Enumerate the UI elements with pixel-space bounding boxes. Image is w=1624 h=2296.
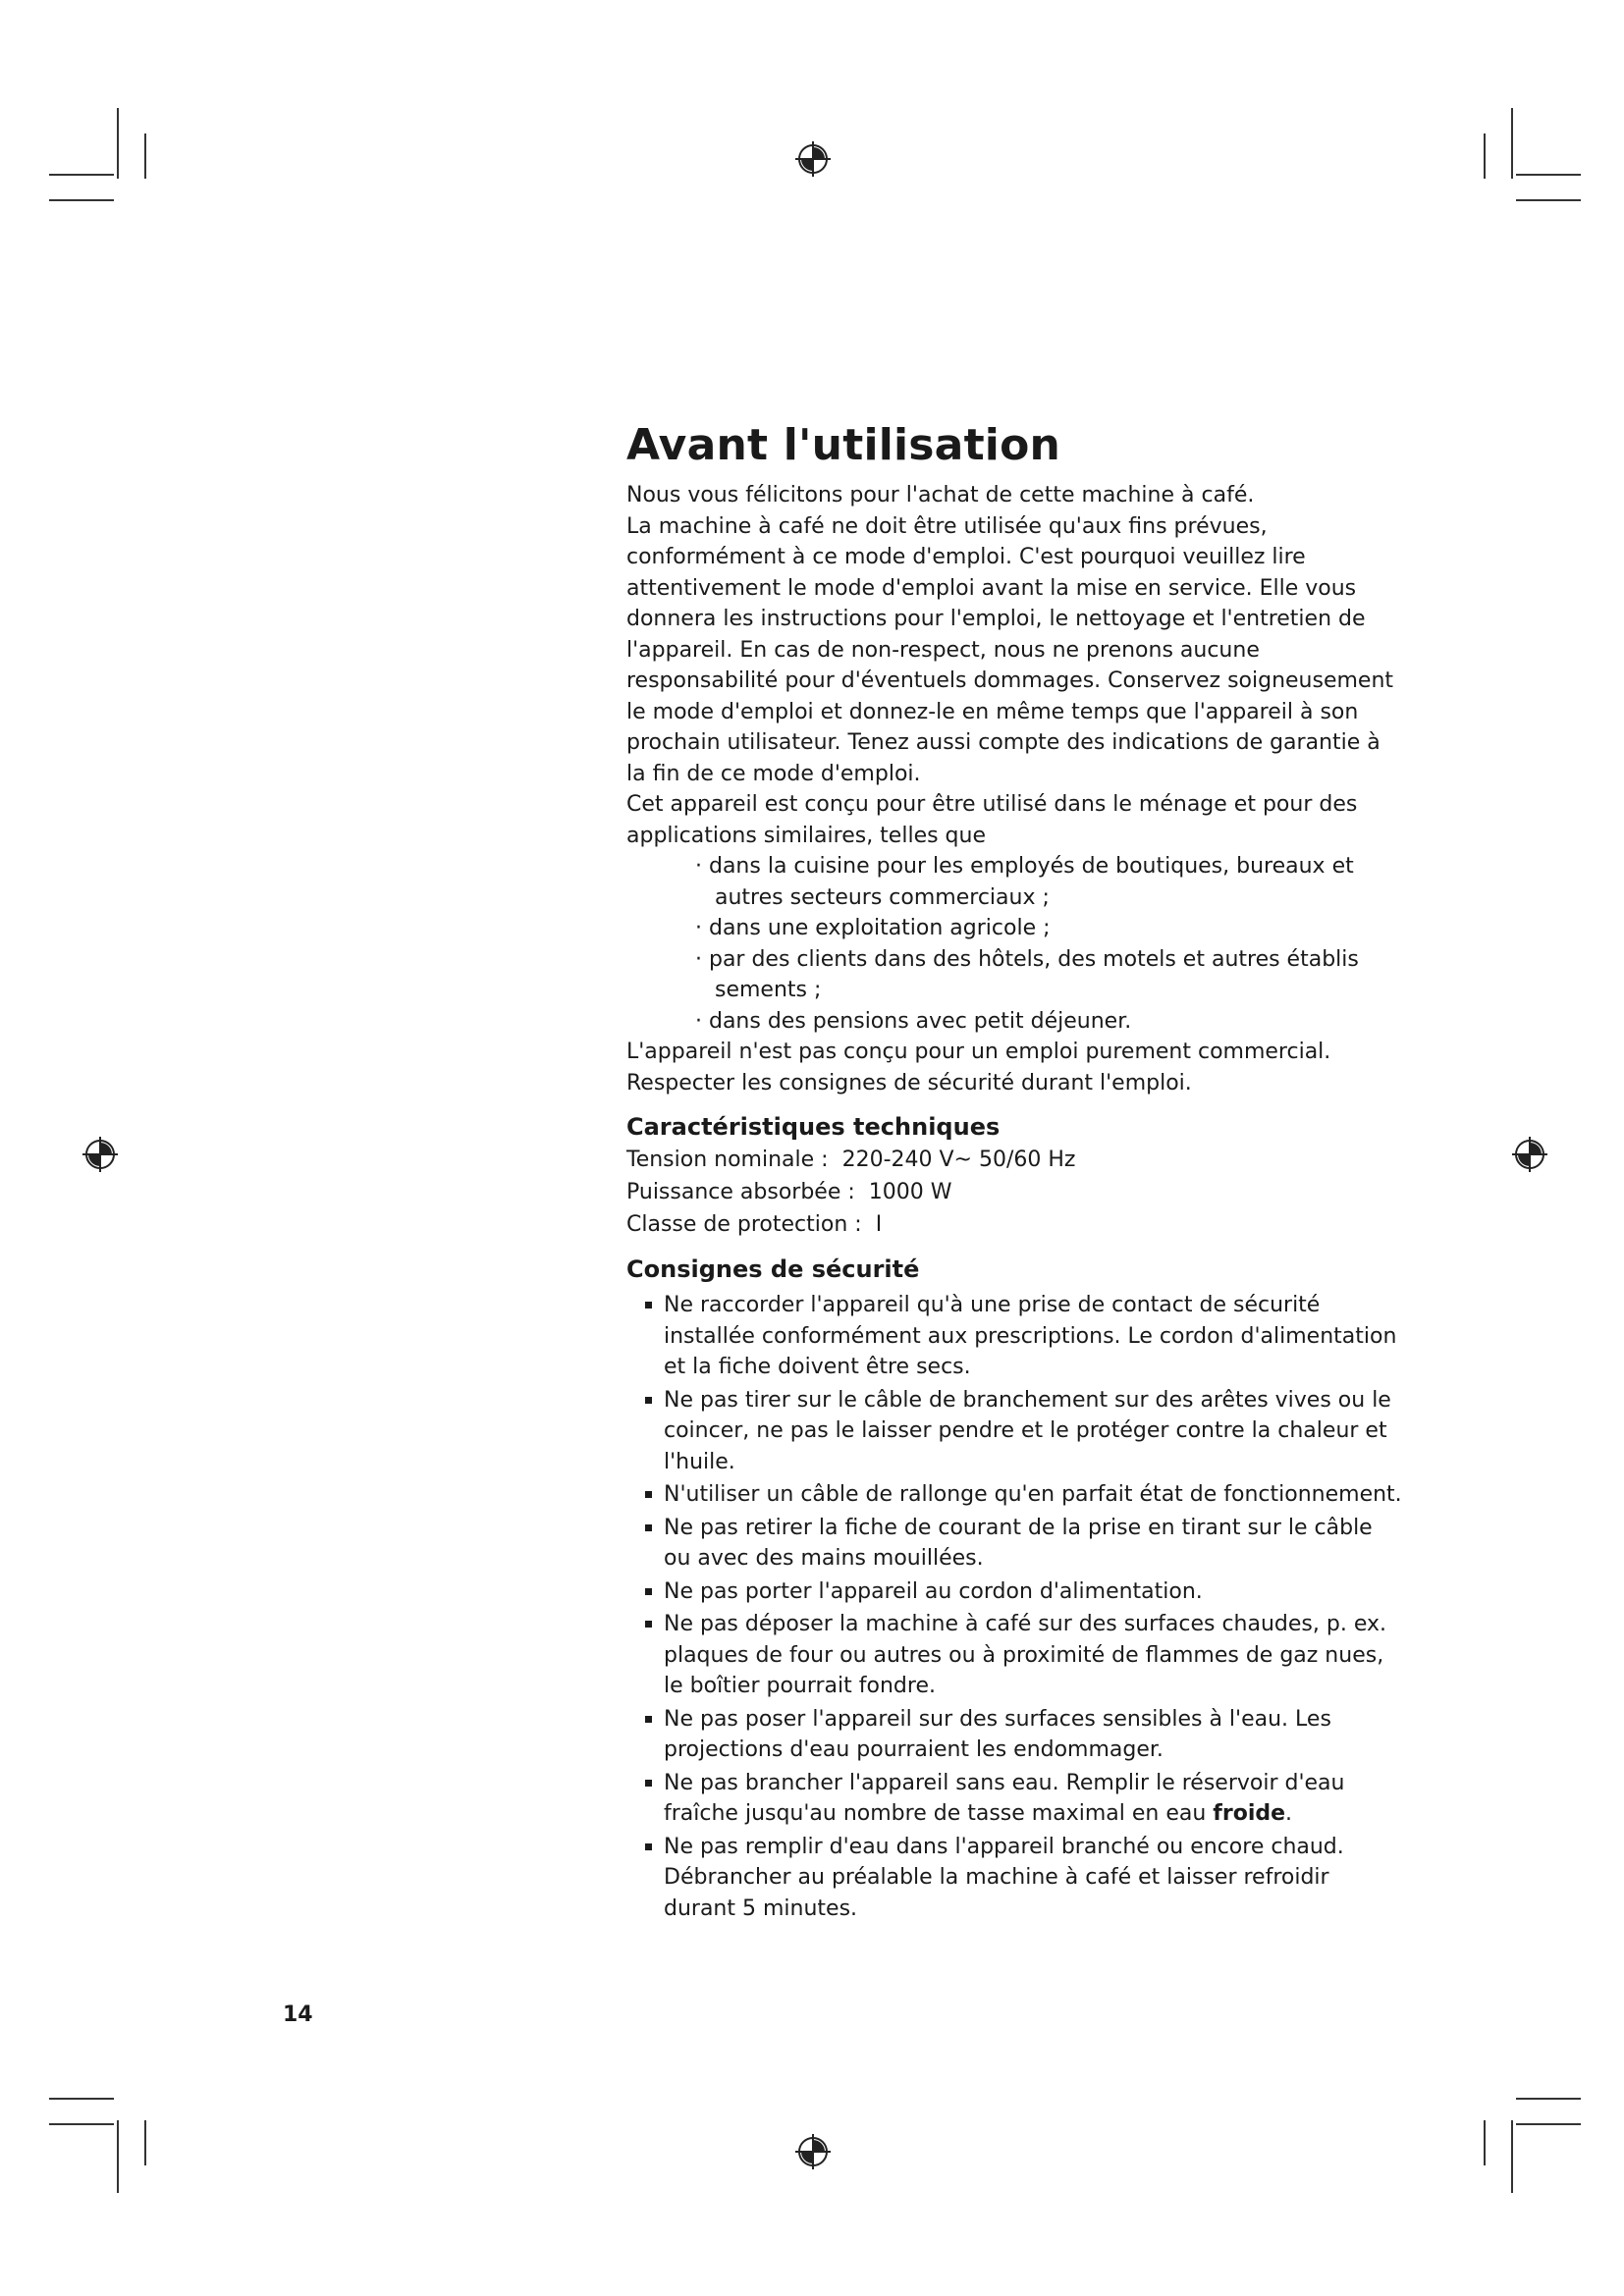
list-item (626, 1513, 1402, 1575)
list-item (626, 1479, 1402, 1511)
registration-target-icon (1510, 1135, 1549, 1174)
list-item-text: Ne pas retirer la fiche de courant de la prise en tirant sur le câble ou avec des mains mouillées. (664, 1515, 1373, 1571)
list-item (626, 1768, 1402, 1830)
list-item: · dans la cuisine pour les employés de boutiques, bureaux et autres secteurs commerciaux ; (695, 854, 1354, 910)
bullet-icon (645, 1302, 652, 1308)
spec-row (626, 1176, 1402, 1208)
spec-row (626, 1144, 1402, 1176)
page-content (626, 417, 1402, 1926)
tech-specs (626, 1144, 1402, 1241)
safety-heading: Consignes de sécurité (626, 1255, 920, 1283)
list-item: · dans des pensions avec petit déjeuner. (695, 1008, 1132, 1034)
bullet-icon (645, 1780, 652, 1787)
bullet-icon (645, 1491, 652, 1498)
emphasis-text: froide (1213, 1801, 1286, 1826)
list-item (626, 1576, 1402, 1608)
list-item (626, 1290, 1402, 1383)
spec-label: Classe de protection : (626, 1212, 862, 1237)
tech-heading: Caractéristiques techniques (626, 1113, 1001, 1141)
bullet-icon (645, 1524, 652, 1531)
registration-target-icon (793, 139, 833, 179)
list-item-text: Ne pas remplir d'eau dans l'appareil branché ou encore chaud. Débrancher au préalable la machine à café et laisser refroidir durant 5 minutes. (664, 1834, 1344, 1921)
intro-paragraph: La machine à café ne doit être utilisée qu'aux fins prévues, conformément à ce mode d'emploi. C'est pourquoi veuillez lire attentivement le mode d'emploi avant la mise en service. Elle vous donnera les instructions pour l'emploi, le nettoyage et l'entretien de l'appareil. En cas de non-respect, nous ne prenons aucune responsabilité pour d'éventuels dommages. Conservez soigneusement le mode d'emploi et donnez-le en même temps que l'appareil à son prochain utilisateur. Tenez aussi compte des indications de garantie à la fin de ce mode d'emploi. (626, 513, 1394, 786)
list-item-text: Ne pas porter l'appareil au cordon d'alimentation. (664, 1578, 1203, 1604)
registration-target-icon (793, 2132, 833, 2171)
list-item-text: Ne pas brancher l'appareil sans eau. Remplir le réservoir d'eau fraîche jusqu'au nombre de tasse maximal en eau (664, 1770, 1345, 1826)
bullet-icon (645, 1716, 652, 1723)
bullet-icon (645, 1621, 652, 1628)
list-item: · dans une exploitation agricole ; (695, 916, 1051, 940)
list-item (626, 1609, 1402, 1702)
crop-mark-top-left (39, 108, 157, 206)
list-item-text: Ne pas tirer sur le câble de branchement sur des arêtes vives ou le coincer, ne pas le laisser pendre et le protéger contre la chaleur et l'huile. (664, 1387, 1391, 1474)
page-number: 14 (283, 2002, 313, 2027)
body-paragraph: L'appareil n'est pas conçu pour un emploi purement commercial. (626, 1040, 1331, 1064)
page-title: Avant l'utilisation (626, 420, 1061, 470)
spec-value: I (875, 1212, 883, 1237)
list-item-text: . (1285, 1801, 1293, 1826)
uses-list (626, 851, 1402, 1037)
list-item (626, 1704, 1402, 1766)
spec-label: Tension nominale : (626, 1148, 829, 1172)
list-item (626, 1832, 1402, 1925)
crop-mark-bottom-right (1473, 2091, 1591, 2199)
list-item-text: Ne raccorder l'appareil qu'à une prise de contact de sécurité installée conformément aux prescriptions. Le cordon d'alimentation et la fiche doivent être secs. (664, 1293, 1397, 1379)
spec-value: 1000 W (868, 1180, 952, 1204)
intro-paragraph: Cet appareil est conçu pour être utilisé dans le ménage et pour des applications similaires, telles que (626, 792, 1358, 848)
bullet-icon (645, 1588, 652, 1595)
safety-list (626, 1290, 1402, 1924)
list-item-text: N'utiliser un câble de rallonge qu'en parfait état de fonctionnement. (664, 1482, 1402, 1507)
list-item: · par des clients dans des hôtels, des motels et autres établis sements ; (695, 946, 1359, 1002)
crop-mark-bottom-left (39, 2091, 157, 2199)
intro-paragraph: Nous vous félicitons pour l'achat de cette machine à café. (626, 483, 1255, 507)
list-item (626, 1385, 1402, 1478)
spec-value: 220-240 V~ 50/60 Hz (841, 1148, 1076, 1172)
crop-mark-top-right (1473, 108, 1591, 206)
spec-label: Puissance absorbée : (626, 1180, 855, 1204)
registration-target-icon (81, 1135, 120, 1174)
bullet-icon (645, 1843, 652, 1850)
list-item-text: Ne pas déposer la machine à café sur des surfaces chaudes, p. ex. plaques de four ou autres ou à proximité de flammes de gaz nues, le boîtier pourrait fondre. (664, 1612, 1386, 1698)
bullet-icon (645, 1397, 652, 1404)
spec-row (626, 1208, 1402, 1241)
list-item-text: Ne pas poser l'appareil sur des surfaces sensibles à l'eau. Les projections d'eau pourraient les endommager. (664, 1706, 1331, 1762)
body-paragraph: Respecter les consignes de sécurité durant l'emploi. (626, 1070, 1192, 1095)
